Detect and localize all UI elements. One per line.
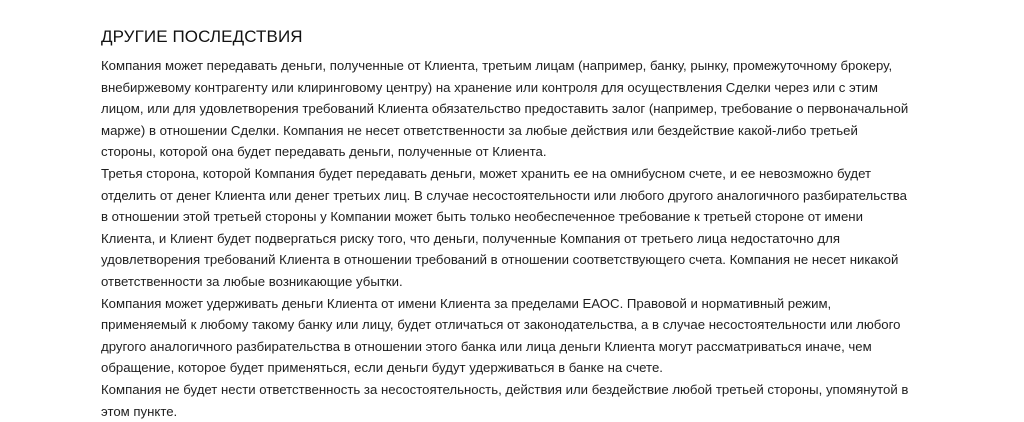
paragraph-outside-eea: Компания может удерживать деньги Клиента от имени Клиента за пределами ЕАОС. Правовой и нормативный режим, применяемый к любому такому банку или лицу, будет отличаться от законодательства, а в случае несостоятельности или любого другого аналогичного разбирательства в отношении этого банка или лица деньги Клиента могут рассматриваться иначе, чем обращение, которое будет применяться, если деньги будут удерживаться в банке на счете. [101, 295, 901, 376]
document-section [101, 26, 921, 422]
paragraph-liability: Компания не будет нести ответственность за несостоятельность, действия или бездействие любой третьей стороны, упомянутой в этом пункте. [101, 381, 909, 419]
paragraph-third-party-transfer: Компания может передавать деньги, полученные от Клиента, третьим лицам (например, банку, рынку, промежуточному брокеру, внебиржевому контрагенту или клиринговому центру) на хранение или контроля для осуществления Сделки через или с этим лицом, или для удовлетворения требований Клиента обязательство предоставить залог (например, требование о первоначальной марже) в отношении Сделки. Компания не несет ответственности за любые действия или бездействие какой-либо третьей стороны, которой она будет передавать деньги, полученные от Клиента. [101, 58, 909, 160]
paragraph-omnibus-account: Третья сторона, которой Компания будет передавать деньги, может хранить ее на омнибусном счете, и ее невозможно будет отделить от денег Клиента или денег третьих лиц. В случае несостоятельности или любого другого аналогичного разбирательства в отношении этой третьей стороны у Компании может быть только необеспеченное требование к третьей стороне от имени Клиента, и Клиент будет подвергаться риску того, что деньги, полученные Компания от третьего лица недостаточно для удовлетворения требований Клиента в отношении требований в отношении соответствующего счета. Компания не несет никакой ответственности за любые возникающие убытки. [101, 165, 907, 289]
section-heading: ДРУГИЕ ПОСЛЕДСТВИЯ [101, 27, 303, 46]
